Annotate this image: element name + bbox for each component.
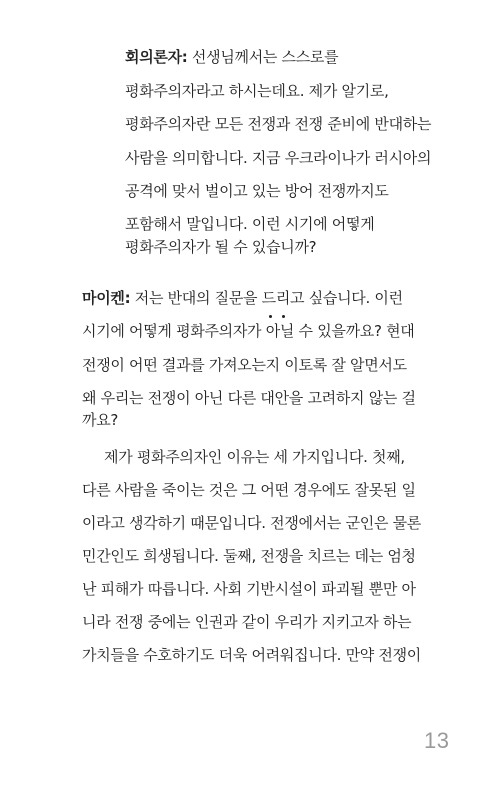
answer-second-line-after: 수 있을까요? 현대: [294, 322, 415, 340]
question-first-line-text: 선생님께서는 스스로를: [187, 48, 339, 66]
emphasized-word-text: 아닐: [265, 322, 295, 340]
page-number: 13: [424, 728, 450, 753]
paragraph-line-1: 제가 평화주의자인 이유는 세 가지입니다. 첫째,: [104, 448, 405, 466]
emphasis-dot: [269, 315, 272, 318]
question-line-6: 포함해서 말입니다. 이런 시기에 어떻게: [125, 215, 375, 233]
question-line-7: 평화주의자가 될 수 있습니까?: [125, 238, 317, 256]
answer-second-line-before: 시기에 어떻게 평화주의자가: [82, 322, 266, 340]
paragraph-line-7: 가치들을 수호하기도 더욱 어려워집니다. 만약 전쟁이: [82, 646, 421, 664]
answer-first-line-text: 저는 반대의 질문을 드리고 싶습니다. 이런: [130, 289, 403, 307]
answer-line-4: 왜 우리는 전쟁이 아닌 다른 대안을 고려하지 않는 걸: [82, 389, 416, 407]
paragraph-line-3: 이라고 생각하기 때문입니다. 전쟁에서는 군인은 물론: [82, 514, 421, 532]
paragraph-line-5: 난 피해가 따릅니다. 사회 기반시설이 파괴될 뿐만 아: [82, 580, 416, 598]
paragraph-line-2: 다른 사람을 죽이는 것은 그 어떤 경우에도 잘못된 일: [82, 481, 416, 499]
paragraph-line-4: 민간인도 희생됩니다. 둘째, 전쟁을 치르는 데는 엄청: [82, 547, 416, 565]
paragraph-line-6: 니라 전쟁 중에는 인권과 같이 우리가 지키고자 하는: [82, 613, 412, 631]
answer-line-5: 까요?: [82, 411, 119, 429]
answer-line-1: [82, 288, 403, 308]
answer-line-2: [82, 321, 414, 341]
question-line-4: 사람을 의미합니다. 지금 우크라이나가 러시아의: [125, 149, 432, 167]
question-line-5: 공격에 맞서 벌이고 있는 방어 전쟁까지도: [125, 182, 389, 200]
question-line-3: 평화주의자란 모든 전쟁과 전쟁 준비에 반대하는: [125, 115, 432, 133]
emphasis-dot: [282, 315, 285, 318]
answer-speaker: 마이켄:: [82, 289, 131, 307]
question-speaker: 회의론자:: [125, 48, 188, 66]
question-line-1: [125, 47, 338, 67]
emphasized-word: [266, 321, 294, 341]
answer-line-3: 전쟁이 어떤 결과를 가져오는지 이토록 잘 알면서도: [82, 356, 407, 374]
question-line-2: 평화주의자라고 하시는데요. 제가 알기로,: [125, 82, 389, 100]
